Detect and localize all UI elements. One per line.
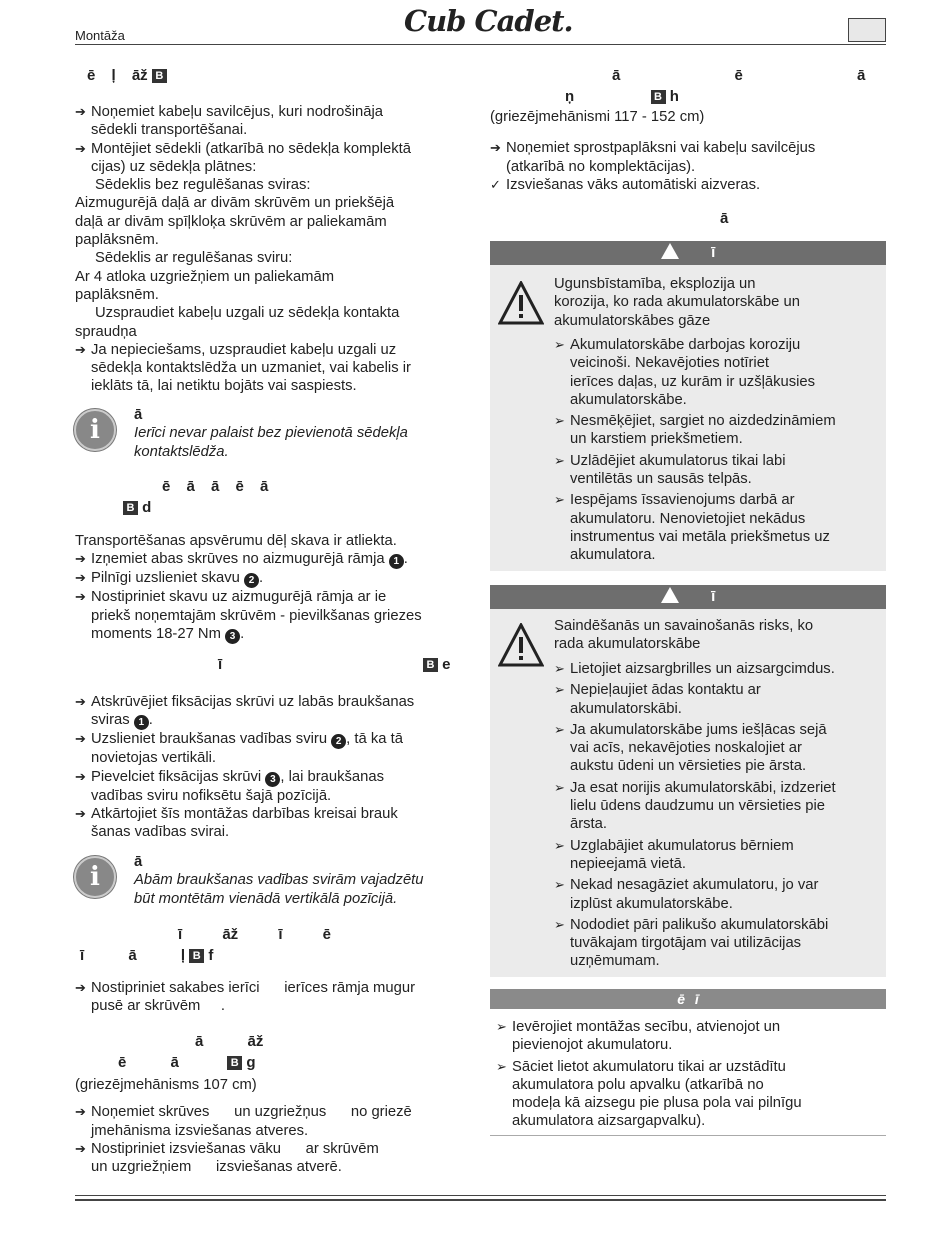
line: Saindēšanās un savainošanās risks, ko	[554, 618, 814, 634]
line: sēdekļa kontaktslēdža un uzmaniet, vai kabelis ir	[91, 360, 411, 377]
line: paplāksnēm.	[75, 232, 159, 249]
line: Nepieļaujiet ādas kontaktu ar	[570, 682, 761, 699]
line: Nododiet pāri palikušo akumulatorskābi	[570, 916, 829, 933]
list-item	[554, 837, 884, 874]
line: Sāciet lietot akumulatoru tikai ar uzstādītu	[512, 1058, 786, 1075]
list-item: ➔ Atskrūvējiet fiksācijas skrūvi uz labās braukšanas sviras 1 .	[75, 694, 415, 729]
subheading: Sēdeklis ar regulēšanas sviru:	[95, 250, 293, 267]
list-item	[496, 1058, 884, 1131]
line: sviras	[91, 712, 130, 729]
heading-seat	[87, 67, 167, 84]
arrow-icon: ➔	[75, 1140, 86, 1156]
line: Abām braukšanas vadības svirām vajadzētu	[134, 872, 424, 889]
warning-fire-list	[554, 336, 884, 565]
arrow-icon: ➢	[496, 1058, 507, 1074]
heading-text: ī ā ļ	[80, 947, 186, 964]
line: Ierīci nevar palaist bez pievienotā sēdekļa	[134, 425, 408, 442]
line: ierīces daļas, uz kurām ir uzšļākusies	[570, 373, 816, 390]
line: Iespējams īssavienojums darbā ar	[570, 492, 795, 509]
figure-letter: f	[208, 947, 214, 964]
heading-battery: ā	[720, 210, 729, 227]
list-item	[75, 805, 475, 842]
callout-1: 1	[389, 554, 404, 569]
list-item	[554, 452, 884, 489]
footer-rule-top	[75, 1195, 886, 1196]
line: tuvākajam tirgotājam vai utilizācijas	[570, 935, 802, 952]
heading-chute-2	[118, 1054, 256, 1071]
arrow-icon: ➔	[75, 570, 86, 586]
line: (atkarībā no komplektācijas).	[506, 158, 696, 175]
figure-letter: g	[246, 1054, 256, 1071]
warning-bar	[490, 241, 886, 265]
list-item	[554, 721, 884, 776]
list-item	[75, 140, 475, 177]
list-item	[75, 341, 475, 396]
list-item	[554, 336, 884, 409]
line: akumulatorskābes gāze	[554, 312, 711, 329]
warning-triangle-icon	[498, 281, 544, 325]
arrow-icon: ➔	[75, 731, 86, 747]
figure-badge: B	[227, 1056, 242, 1070]
warning-icon	[661, 587, 679, 603]
figure-badge: B	[152, 69, 167, 83]
arrow-icon: ➔	[75, 768, 86, 784]
line: Atkārtojiet šīs montāžas darbības kreisai brauk	[91, 805, 398, 822]
figure-badge: B	[651, 90, 666, 104]
list-item: ➔ Nostipriniet skavu uz aizmugurējā rāmja ar ie priekš noņemtajām skrūvēm - pievilkšanas griezes moments 18-27 Nm 3 .	[75, 589, 422, 642]
list-item	[490, 176, 890, 194]
note-seat	[134, 406, 474, 461]
line: akumulatora.	[570, 547, 656, 564]
line: instrumentus vai metāla priekšmetus uz	[570, 528, 830, 545]
line: Izsviešanas vāks automātiski aizveras.	[506, 176, 761, 193]
figure-badge: B	[423, 658, 438, 672]
warning-triangle-icon	[498, 623, 544, 667]
info-icon: i	[74, 856, 116, 898]
line: Pievelciet fiksācijas skrūvi	[91, 768, 262, 785]
line: priekš noņemtajām skrūvēm - pievilkšanas griezes	[91, 607, 422, 624]
list-item	[496, 1018, 884, 1055]
chute-instructions	[75, 1076, 475, 1176]
list-item: ➔ Izņemiet abas skrūves no aizmugurējā rāmja 1 .	[75, 551, 408, 568]
line: pievienojot akumulatoru.	[512, 1037, 673, 1054]
figure-badge: B	[123, 501, 138, 515]
line: spraudņa	[75, 323, 137, 340]
line: akumulatorskābi.	[570, 700, 682, 717]
line: jmehānisma izsviešanas atveres.	[91, 1122, 309, 1139]
line: Atskrūvējiet fiksācijas skrūvi uz labās braukšanas	[91, 694, 415, 710]
check-icon: ✓	[490, 176, 501, 192]
heading-text: ņ	[565, 88, 575, 105]
figure-letter: d	[142, 499, 152, 516]
line: aukstu ūdeni un vērsieties pie ārsta.	[570, 758, 807, 775]
figure-letter: h	[669, 88, 679, 105]
line: Ja akumulatorskābe jums iešļācas sejā	[570, 721, 827, 738]
line: , tā ka tā	[346, 731, 403, 748]
line: modeļa kā aizsegu pie plusa pola vai pilnīgu	[512, 1095, 802, 1112]
warning-title: ī	[711, 244, 716, 261]
line: ieklāts tā, lai netiktu bojāts vai saspiests.	[91, 378, 357, 395]
line: Pilnīgi uzslieniet skavu	[91, 570, 240, 587]
line: ventilētās un sausās telpās.	[570, 471, 752, 488]
callout-3: 3	[225, 629, 240, 644]
callout-3: 3	[265, 772, 280, 787]
arrow-icon: ➢	[554, 661, 565, 676]
arrow-icon: ➢	[554, 721, 565, 737]
line: Nekad nesagāziet akumulatoru, jo var	[570, 877, 819, 894]
list-item	[75, 103, 475, 140]
line: veicinoši. Nekavējoties notīriet	[570, 355, 770, 372]
warning-poison-text	[554, 617, 884, 654]
list-item	[75, 1103, 475, 1140]
caution-list	[496, 1018, 884, 1131]
arrow-icon: ➔	[75, 104, 86, 119]
heading-chute-large: ā ē ā	[612, 67, 866, 84]
line: Noņemiet kabeļu savilcējus, kuri nodrošinājа	[91, 104, 383, 120]
list-item	[554, 412, 884, 449]
warning-icon	[661, 243, 679, 259]
line: paplāksnēm.	[75, 286, 159, 303]
line: Nostipriniet skavu uz aizmugurējā rāmja ar ie	[91, 589, 387, 606]
warning-poison-list	[554, 660, 884, 971]
heading-hitch: ī āž ī ē	[178, 926, 332, 943]
seat-instructions	[75, 103, 475, 396]
note-levers	[134, 853, 474, 908]
warning-fire-text	[554, 275, 884, 330]
line: cijas) uz sēdekļa plātnes:	[91, 158, 257, 175]
line: Noņemiet sprostpaplāksni vai kabeļu savilcējus	[506, 140, 816, 157]
line: un uzgriežņiem izsviešanas atverē.	[91, 1159, 342, 1176]
line: Uzslieniet braukšanas vadības sviru	[91, 731, 328, 748]
line: vai acīs, nekavējoties noskalojiet ar	[570, 740, 802, 757]
heading-hitch-2	[80, 947, 213, 964]
line: Ja esat norijis akumulatorskābi, izdzeriet	[570, 779, 836, 796]
line: akumulatora aizsargapvalku).	[512, 1113, 706, 1130]
chute-large-instructions	[490, 108, 890, 194]
page-number-box	[848, 18, 886, 42]
arrow-icon: ➢	[554, 413, 565, 429]
list-item	[554, 779, 884, 834]
line: Ugunsbīstamība, eksplozija un	[554, 276, 756, 292]
heading-chute: ā āž	[195, 1033, 264, 1050]
line: daļā ar divām spīļkloķa skrūvēm ar paliekamām	[75, 213, 387, 230]
arrow-icon: ➢	[554, 916, 565, 932]
arrow-icon: ➔	[75, 1104, 86, 1120]
callout-2: 2	[331, 734, 346, 749]
line: Ar 4 atloka uzgriežņiem un paliekamām	[75, 268, 335, 285]
bracket-instructions	[75, 532, 475, 644]
line: Uzspraudiet kabeļu uzgali uz sēdekļa kontakta	[95, 305, 400, 322]
line: Transportēšanas apsvērumu dēļ skava ir atliekta.	[75, 533, 397, 549]
subheading: Sēdeklis bez regulēšanas sviras:	[95, 177, 311, 194]
line: Ja nepieciešams, uzspraudiet kabeļu uzgali uz	[91, 341, 397, 358]
line: vadības sviru nofiksētu šajā pozīcijā.	[91, 787, 332, 804]
warning-title: ī	[711, 588, 716, 605]
line: , lai braukšanas	[280, 768, 384, 785]
caution-box	[490, 989, 886, 1136]
list-item	[554, 491, 884, 564]
list-item	[75, 1140, 475, 1177]
line: pusē ar skrūvēm .	[91, 998, 226, 1015]
line: Nesmēķējiet, sargiet no aizdedzināmiem	[570, 413, 836, 430]
line: Izņemiet abas skrūves no aizmugurējā rāmja	[91, 551, 385, 568]
section-title: Montāža	[75, 28, 125, 43]
line: kontaktslēdža.	[134, 443, 229, 460]
line: Uzlādējiet akumulatorus tikai labi	[570, 452, 786, 469]
figure-letter: e	[442, 656, 451, 673]
arrow-icon: ➢	[496, 1019, 507, 1034]
list-item	[75, 979, 475, 1016]
line: Nostipriniet sakabes ierīci ierīces rāmja mugur	[91, 980, 415, 996]
arrow-icon: ➔	[75, 694, 86, 709]
note-title: ā	[134, 407, 143, 423]
line: lielu ūdens daudzumu un vērsieties pie	[570, 798, 825, 815]
line: novietojas vertikāli.	[91, 750, 217, 767]
line: Noņemiet skrūves un uzgriežņus no griezē	[91, 1104, 412, 1121]
line: izplūst akumulatorskābe.	[570, 895, 733, 912]
hitch-instructions	[75, 979, 475, 1016]
heading-lever: ī	[218, 656, 223, 673]
line: un karstiem priekšmetiem.	[570, 431, 743, 448]
arrow-icon: ➢	[554, 877, 565, 893]
figure-badge: B	[189, 949, 204, 963]
info-icon: i	[74, 409, 116, 451]
line: moments 18-27 Nm	[91, 625, 221, 642]
line: Nostipriniet izsviešanas vāku ar skrūvēm	[91, 1140, 379, 1157]
arrow-icon: ➢	[554, 682, 565, 698]
arrow-icon: ➢	[554, 837, 565, 853]
lever-instructions	[75, 693, 475, 841]
list-item	[75, 768, 475, 805]
caution-bar: ē ī	[490, 989, 886, 1009]
arrow-icon: ➔	[75, 341, 86, 357]
line: rada akumulatorskābe	[554, 636, 701, 653]
arrow-icon: ➢	[554, 492, 565, 508]
brand-logo: Cub Cadet.	[404, 4, 573, 38]
line: Aizmugurējā daļā ar divām skrūvēm un priekšējā	[75, 195, 395, 212]
line: (griezējmehānisms 107 cm)	[75, 1077, 257, 1093]
list-item	[554, 916, 884, 971]
line: akumulatoru. Nenovietojiet nekādus	[570, 510, 806, 527]
line: Montējiet sēdekli (atkarībā no sēdekļa komplektā	[91, 140, 411, 157]
warning-bar	[490, 585, 886, 609]
arrow-icon: ➢	[554, 779, 565, 795]
callout-2: 2	[244, 573, 259, 588]
line: korozija, ko rada akumulatorskābe un	[554, 294, 800, 311]
line: Lietojiet aizsargbrilles un aizsargcimdus.	[570, 661, 835, 677]
arrow-icon: ➔	[75, 140, 86, 156]
callout-1: 1	[134, 715, 149, 730]
line: būt montētām vienādā vertikālā pozīcijā.	[134, 890, 398, 907]
arrow-icon: ➢	[554, 337, 565, 352]
line: Uzglabājiet akumulatorus bērniem	[570, 837, 794, 854]
heading-text: ē ā	[118, 1054, 179, 1071]
line: Ievērojiet montāžas secību, atvienojot un	[512, 1019, 781, 1035]
warning-box-poison	[490, 585, 886, 977]
note-title: ā	[134, 854, 143, 870]
list-item: ➔ Pilnīgi uzslieniet skavu 2 .	[75, 570, 264, 587]
line: uzņēmumam.	[570, 953, 660, 970]
arrow-icon: ➔	[490, 140, 501, 156]
heading-bracket-fig	[123, 499, 151, 516]
line: akumulatorskābe.	[570, 391, 687, 408]
arrow-icon: ➔	[75, 551, 86, 567]
heading-bracket: ē ā ā ē ā	[162, 478, 269, 495]
warning-box-fire	[490, 241, 886, 571]
line: šanas vadības svirai.	[91, 824, 230, 841]
arrow-icon: ➢	[554, 452, 565, 468]
line: (griezējmehānismi 117 - 152 cm)	[490, 109, 705, 125]
line: nepieejamā vietā.	[570, 855, 686, 872]
list-item	[490, 139, 890, 176]
line: sēdekli transportēšanai.	[91, 122, 248, 139]
arrow-icon: ➔	[75, 805, 86, 821]
heading-chute-large-2	[565, 88, 679, 105]
list-item	[75, 730, 475, 767]
heading-lever-fig	[423, 656, 451, 673]
heading-text: ē ļ āž	[87, 67, 148, 84]
header-rule	[75, 44, 886, 45]
line: Akumulatorskābe darbojas koroziju	[570, 337, 801, 353]
line: akumulatora polu apvalku (atkarībā no	[512, 1076, 764, 1093]
arrow-icon: ➔	[75, 980, 86, 995]
footer-rule-bottom	[75, 1199, 886, 1201]
line: ārsta.	[570, 816, 608, 833]
list-item	[554, 660, 884, 678]
arrow-icon: ➔	[75, 589, 86, 605]
list-item	[554, 681, 884, 718]
list-item	[554, 876, 884, 913]
